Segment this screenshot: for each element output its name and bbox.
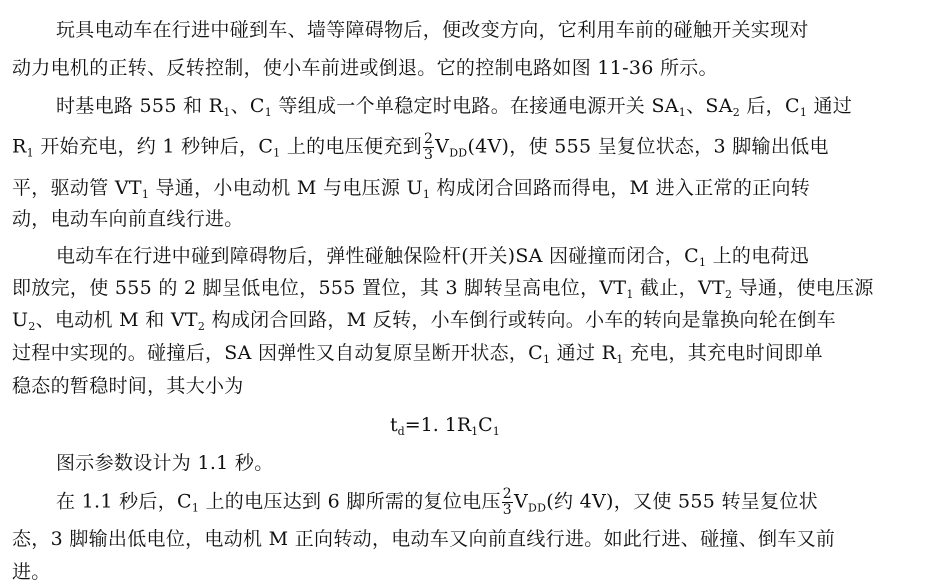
subscript: 1: [678, 106, 687, 119]
text: 态，3 脚输出低电位，电动机 M 正向转动，电动车又向前直线行进。如此行进、碰撞、倒车又前: [12, 528, 836, 550]
text: 导通，使电压源: [732, 277, 874, 299]
text: 平，驱动管 VT: [12, 177, 142, 199]
text: 时基电路 555 和 R: [56, 95, 224, 117]
text: 图示参数设计为 1.1 秒。: [56, 452, 274, 474]
text: 后，C: [740, 95, 800, 117]
subscript: 1: [141, 188, 150, 201]
text: 稳态的暂稳时间，其大小为: [12, 375, 244, 397]
formula: [390, 413, 500, 444]
subscript: 1: [799, 106, 808, 119]
text: 上的电压便充到: [280, 135, 422, 158]
subscript: 2: [28, 320, 36, 333]
text: 玩具电动车在行进中碰到车、墙等障碍物后，便改变方向，它利用车前的碰触开关实现对: [56, 19, 809, 41]
text: 动力电机的正转、反转控制，使小车前进或倒退。它的控制电路如图 11-36 所示。: [12, 57, 718, 79]
subscript: 1: [223, 106, 231, 119]
text: 开始充电，约 1 秒钟后，C: [33, 135, 274, 158]
subscript: 1: [273, 146, 281, 160]
formula-text: t: [390, 414, 398, 436]
text: 充电，其充电时间即单: [623, 342, 823, 364]
p2-line-4: [12, 207, 244, 231]
fraction: [502, 487, 513, 518]
p2-line-1: [56, 94, 852, 125]
text: 即放完，使 555 的 2 脚呈低电位，555 置位，其 3 脚转呈高电位，VT: [12, 277, 627, 299]
subscript: 1: [626, 288, 634, 301]
text: 等组成一个单稳定时电路。在接通电源开关 SA: [272, 95, 679, 117]
text: 截止，VT: [633, 277, 725, 299]
fraction-denominator: 3: [423, 147, 434, 163]
text: 通过: [807, 95, 853, 117]
subscript: 2: [724, 288, 733, 301]
subscript: 1: [543, 353, 551, 366]
text: 上的电荷迅: [706, 245, 810, 267]
subscript: 1: [191, 501, 200, 515]
text: 通过 R: [550, 342, 617, 364]
formula-text: =1. 1R: [404, 414, 472, 436]
text: 在 1.1 秒后，C: [56, 490, 192, 513]
p3-line-4: [12, 341, 823, 372]
p3-line-3: [12, 308, 836, 339]
subscript: 2: [197, 320, 206, 333]
subscript: d: [397, 425, 405, 438]
text: 上的电压达到 6 脚所需的复位电压: [199, 490, 501, 513]
p3-line-5: [12, 374, 244, 398]
text: V: [513, 490, 529, 513]
text: (约 4V)，又使 555 转呈复位状: [546, 490, 818, 513]
formula-text: C: [478, 414, 493, 436]
p5-line-1: [56, 487, 818, 521]
text: V: [435, 135, 450, 158]
subscript: 1: [471, 425, 479, 438]
subscript: 1: [616, 353, 624, 366]
subscript: 1: [422, 188, 431, 201]
text: 、SA: [686, 95, 733, 117]
p2-line-2: [12, 132, 829, 166]
text: (4V)，使 555 呈复位状态，3 脚输出低电: [467, 135, 829, 158]
p3-line-2: [12, 276, 874, 307]
text: 过程中实现的。碰撞后，SA 因弹性又自动复原呈断开状态，C: [12, 342, 544, 364]
subscript: 1: [26, 146, 34, 160]
subscript: 1: [698, 256, 707, 269]
p1-line-1: [56, 18, 809, 42]
text: U: [12, 309, 29, 331]
text: 导通，小电动机 M 与电压源 U: [149, 177, 423, 199]
text: 进。: [12, 561, 51, 583]
text: 、C: [230, 95, 265, 117]
fraction-numerator: 2: [423, 131, 434, 147]
text: 、电动机 M 和 VT: [35, 309, 198, 331]
text: 电动车在行进中碰到障碍物后，弹性碰触保险杆(开关)SA 因碰撞而闭合，C: [56, 245, 699, 267]
text: R: [12, 135, 27, 158]
p2-line-3: [12, 176, 810, 207]
fraction-numerator: 2: [502, 486, 512, 502]
subscript: 2: [732, 106, 741, 119]
p4-line-1: [56, 451, 274, 475]
text: 构成闭合回路而得电，M 进入正常的正向转: [430, 177, 811, 199]
subscript: 1: [492, 425, 500, 438]
fraction: [423, 132, 434, 163]
p3-line-1: [56, 244, 809, 275]
subscript: 1: [264, 106, 273, 119]
subscript: DD: [449, 146, 468, 160]
text: 构成闭合回路，M 反转，小车倒行或转向。小车的转向是靠换向轮在倒车: [205, 309, 836, 331]
p5-line-3: [12, 560, 51, 584]
text: 动，电动车向前直线行进。: [12, 208, 244, 230]
subscript: DD: [528, 501, 547, 515]
fraction-denominator: 3: [502, 502, 512, 518]
p5-line-2: [12, 527, 835, 551]
p1-line-2: [12, 56, 718, 80]
